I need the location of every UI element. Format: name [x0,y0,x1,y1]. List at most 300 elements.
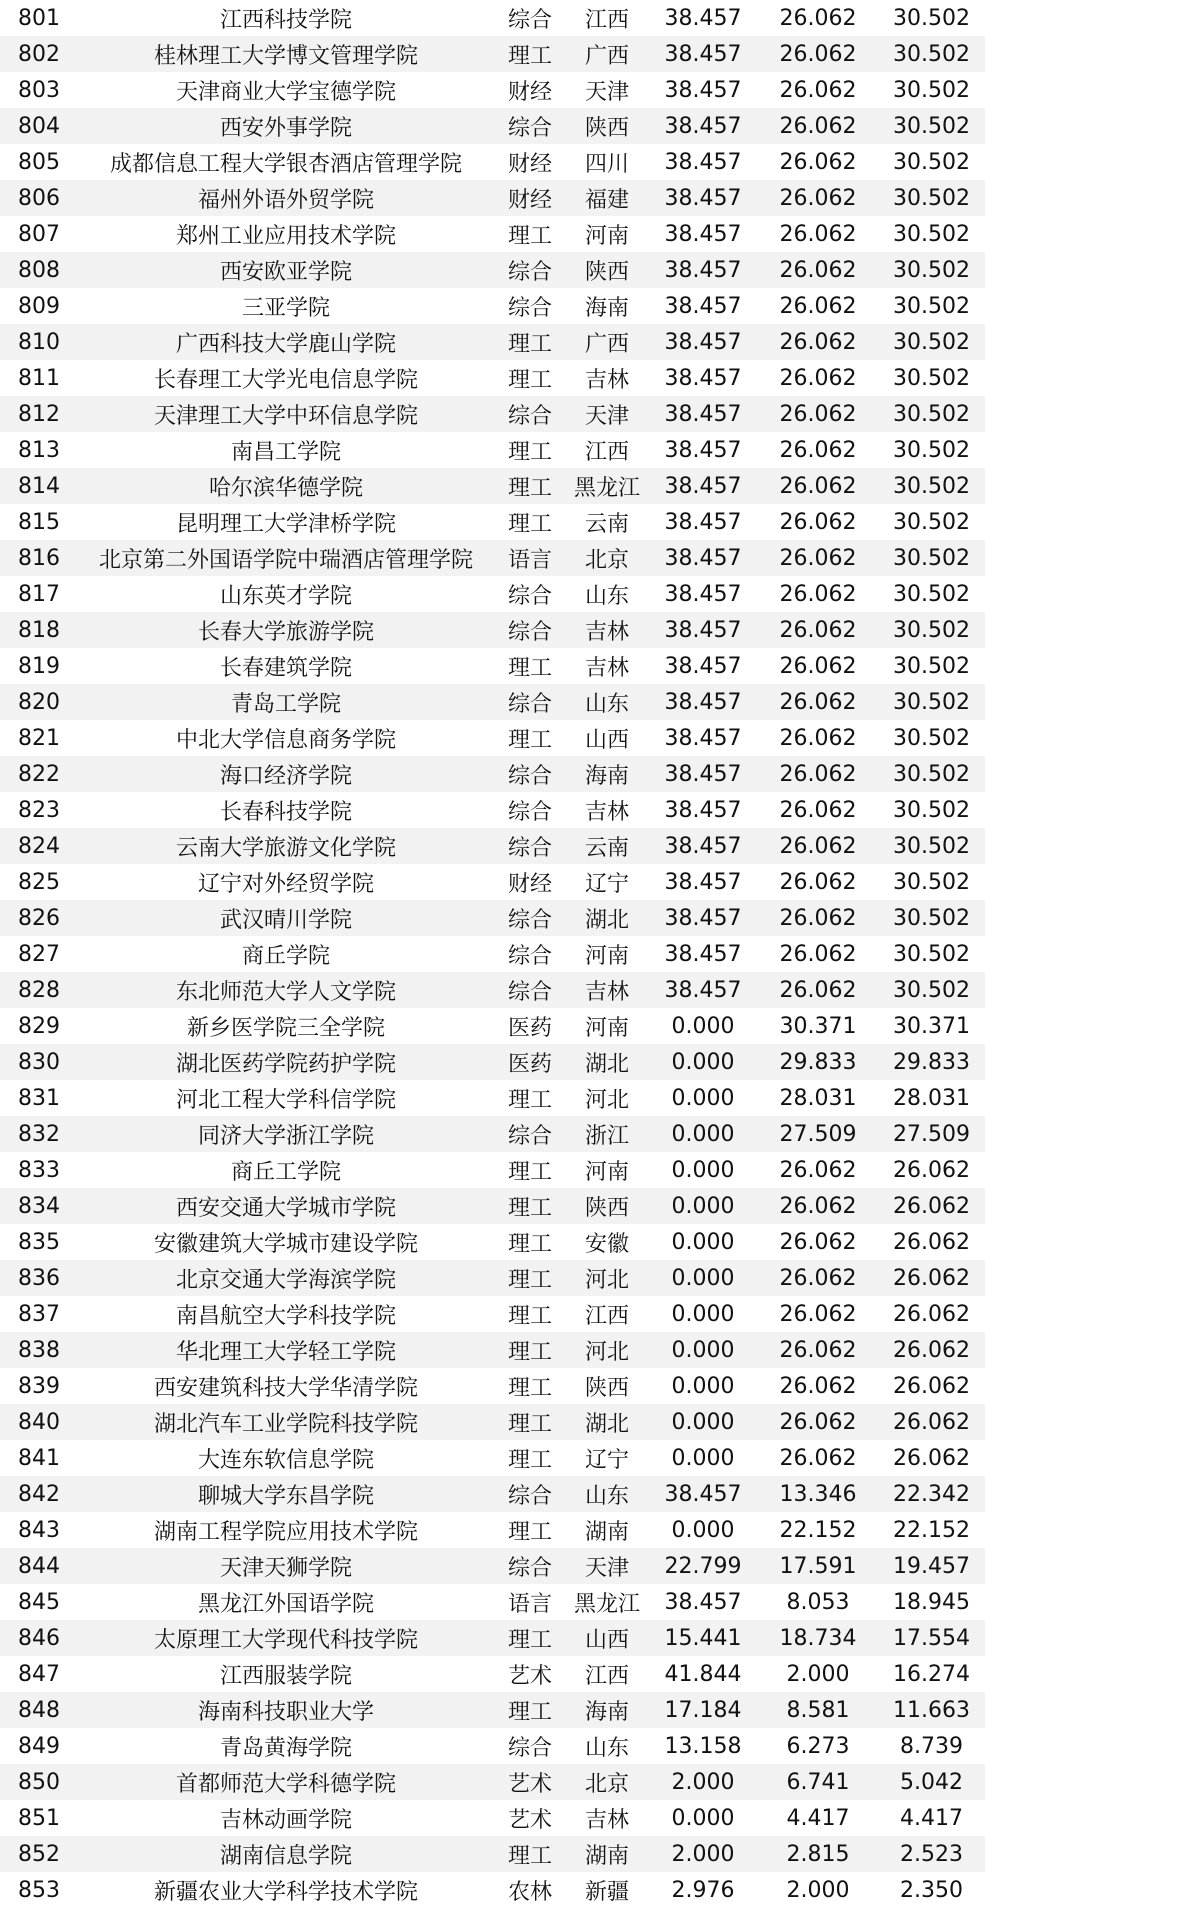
cell-rank: 830 [18,1049,60,1075]
cell-s2: 26.062 [779,617,857,643]
cell-type: 综合 [507,799,552,825]
cell-rank: 821 [18,725,60,751]
cell-s3: 30.502 [893,833,970,859]
cell-s3: 30.502 [893,437,970,463]
cell-name: 西安交通大学城市学院 [175,1195,396,1221]
cell-s1: 15.441 [664,1625,742,1651]
cell-prov: 河南 [584,943,629,969]
cell-prov: 吉林 [584,1807,629,1833]
cell-s3: 26.062 [893,1445,970,1471]
cell-name: 昆明理工大学津桥学院 [175,511,396,537]
cell-prov: 浙江 [584,1123,629,1149]
cell-s3: 30.502 [893,977,970,1003]
cell-rank: 819 [18,653,60,679]
cell-name: 山东英才学院 [219,583,352,609]
cell-type: 综合 [507,403,552,429]
cell-prov: 北京 [584,1771,629,1797]
cell-s1: 38.457 [664,617,742,643]
cell-s1: 38.457 [664,797,742,823]
table-row [0,1836,985,1872]
cell-s2: 26.062 [779,725,857,751]
cell-s1: 38.457 [664,725,742,751]
cell-rank: 809 [18,293,60,319]
cell-s2: 8.581 [786,1697,850,1723]
cell-s3: 30.502 [893,293,970,319]
cell-prov: 湖北 [584,907,629,933]
cell-prov: 天津 [584,403,629,429]
table-row [0,540,985,576]
cell-prov: 吉林 [584,799,629,825]
cell-prov: 辽宁 [584,1447,629,1473]
table-row [0,216,985,252]
cell-s1: 0.000 [671,1265,735,1291]
cell-s3: 30.502 [893,5,970,31]
table-row [0,1044,985,1080]
cell-s1: 0.000 [671,1013,735,1039]
cell-prov: 辽宁 [584,871,629,897]
table-row [0,324,985,360]
cell-prov: 山西 [584,1627,629,1653]
cell-rank: 820 [18,689,60,715]
cell-s1: 0.000 [671,1085,735,1111]
cell-type: 理工 [507,1375,552,1401]
cell-name: 湖南信息学院 [219,1843,352,1869]
cell-s2: 26.062 [779,941,857,967]
cell-name: 中北大学信息商务学院 [175,727,396,753]
cell-type: 理工 [507,1843,552,1869]
cell-rank: 838 [18,1337,60,1363]
cell-s2: 26.062 [779,1337,857,1363]
cell-s2: 6.741 [786,1769,850,1795]
table-row [0,1692,985,1728]
table-row [0,1872,985,1908]
table-row [0,36,985,72]
cell-s1: 38.457 [664,365,742,391]
cell-name: 湖北医药学院药护学院 [175,1051,396,1077]
cell-type: 理工 [507,331,552,357]
cell-s3: 28.031 [893,1085,970,1111]
table-row [0,1080,985,1116]
cell-s1: 0.000 [671,1337,735,1363]
cell-s3: 30.502 [893,149,970,175]
cell-prov: 海南 [584,1699,629,1725]
cell-type: 综合 [507,583,552,609]
cell-rank: 851 [18,1805,60,1831]
cell-s2: 26.062 [779,761,857,787]
table-row [0,756,985,792]
cell-rank: 846 [18,1625,60,1651]
cell-s1: 38.457 [664,437,742,463]
cell-s3: 30.502 [893,761,970,787]
table-row [0,1512,985,1548]
cell-prov: 山东 [584,1735,629,1761]
table-row [0,576,985,612]
cell-s1: 0.000 [671,1517,735,1543]
table-row [0,1296,985,1332]
cell-type: 综合 [507,979,552,1005]
cell-s2: 26.062 [779,5,857,31]
cell-s2: 18.734 [779,1625,857,1651]
cell-s1: 38.457 [664,761,742,787]
cell-s3: 22.152 [893,1517,970,1543]
cell-rank: 826 [18,905,60,931]
cell-name: 哈尔滨华德学院 [208,475,363,501]
table-row [0,1440,985,1476]
cell-s2: 26.062 [779,1445,857,1471]
cell-name: 长春大学旅游学院 [197,619,374,645]
cell-s1: 38.457 [664,5,742,31]
cell-s1: 13.158 [664,1733,742,1759]
cell-s2: 26.062 [779,797,857,823]
cell-s1: 38.457 [664,509,742,535]
cell-prov: 河北 [584,1087,629,1113]
cell-rank: 843 [18,1517,60,1543]
cell-rank: 818 [18,617,60,643]
cell-type: 理工 [507,1627,552,1653]
cell-prov: 陕西 [584,259,629,285]
cell-prov: 山东 [584,583,629,609]
table-row [0,1548,985,1584]
cell-rank: 822 [18,761,60,787]
table-row [0,1152,985,1188]
cell-rank: 807 [18,221,60,247]
cell-s3: 18.945 [893,1589,970,1615]
cell-s3: 2.350 [900,1877,963,1903]
cell-rank: 833 [18,1157,60,1183]
cell-s1: 38.457 [664,257,742,283]
cell-s2: 30.371 [779,1013,857,1039]
cell-type: 财经 [507,151,552,177]
cell-s3: 30.502 [893,113,970,139]
cell-type: 艺术 [507,1771,552,1797]
cell-type: 综合 [507,1483,552,1509]
cell-prov: 陕西 [584,115,629,141]
table-row [0,936,985,972]
cell-s1: 38.457 [664,833,742,859]
cell-name: 长春理工大学光电信息学院 [153,367,418,393]
cell-s1: 0.000 [671,1805,735,1831]
cell-type: 农林 [507,1879,552,1905]
cell-rank: 845 [18,1589,60,1615]
cell-prov: 湖南 [584,1843,629,1869]
cell-s2: 26.062 [779,41,857,67]
cell-rank: 801 [18,5,60,31]
table-row [0,1188,985,1224]
table-row [0,1008,985,1044]
cell-name: 西安建筑科技大学华清学院 [153,1375,418,1401]
cell-name: 聊城大学东昌学院 [197,1483,374,1509]
table-row [0,0,985,36]
cell-prov: 北京 [584,547,629,573]
cell-type: 财经 [507,79,552,105]
cell-s1: 38.457 [664,977,742,1003]
cell-prov: 黑龙江 [573,1591,640,1617]
cell-type: 综合 [507,115,552,141]
table-row [0,612,985,648]
table-row [0,684,985,720]
cell-s3: 30.502 [893,41,970,67]
cell-s3: 30.502 [893,905,970,931]
table-row [0,1584,985,1620]
cell-type: 综合 [507,691,552,717]
cell-s3: 30.502 [893,401,970,427]
cell-rank: 853 [18,1877,60,1903]
cell-name: 武汉晴川学院 [219,907,352,933]
table-row [0,972,985,1008]
cell-s3: 30.502 [893,725,970,751]
table-row [0,864,985,900]
cell-s1: 0.000 [671,1445,735,1471]
cell-prov: 陕西 [584,1195,629,1221]
cell-s2: 26.062 [779,401,857,427]
cell-s2: 26.062 [779,473,857,499]
table-row [0,1224,985,1260]
cell-type: 理工 [507,655,552,681]
cell-s3: 26.062 [893,1373,970,1399]
cell-rank: 834 [18,1193,60,1219]
cell-s2: 26.062 [779,869,857,895]
cell-s2: 8.053 [786,1589,850,1615]
cell-type: 理工 [507,1231,552,1257]
cell-s1: 38.457 [664,581,742,607]
cell-s3: 30.502 [893,473,970,499]
table-row [0,360,985,396]
table-row [0,720,985,756]
cell-rank: 850 [18,1769,60,1795]
table-row [0,1476,985,1512]
cell-prov: 云南 [584,835,629,861]
cell-s2: 26.062 [779,653,857,679]
cell-type: 理工 [507,1195,552,1221]
cell-s3: 4.417 [900,1805,963,1831]
cell-rank: 829 [18,1013,60,1039]
table-row [0,72,985,108]
cell-rank: 837 [18,1301,60,1327]
cell-type: 理工 [507,1267,552,1293]
cell-s1: 17.184 [664,1697,742,1723]
cell-name: 北京第二外国语学院中瑞酒店管理学院 [98,547,473,573]
cell-prov: 广西 [584,43,629,69]
cell-s2: 26.062 [779,1373,857,1399]
cell-s3: 11.663 [893,1697,970,1723]
cell-prov: 吉林 [584,367,629,393]
cell-rank: 804 [18,113,60,139]
cell-s2: 26.062 [779,977,857,1003]
cell-name: 东北师范大学人文学院 [175,979,396,1005]
cell-type: 理工 [507,1087,552,1113]
cell-s1: 38.457 [664,473,742,499]
cell-s1: 38.457 [664,293,742,319]
cell-s3: 30.502 [893,617,970,643]
cell-s3: 5.042 [900,1769,963,1795]
cell-name: 江西科技学院 [219,7,352,33]
cell-rank: 831 [18,1085,60,1111]
cell-s3: 2.523 [900,1841,963,1867]
cell-s1: 38.457 [664,905,742,931]
cell-prov: 吉林 [584,979,629,1005]
cell-s3: 30.502 [893,653,970,679]
cell-type: 理工 [507,1699,552,1725]
cell-s3: 30.502 [893,185,970,211]
cell-name: 三亚学院 [241,295,330,321]
cell-s1: 38.457 [664,653,742,679]
cell-rank: 823 [18,797,60,823]
cell-rank: 827 [18,941,60,967]
cell-name: 首都师范大学科德学院 [175,1771,396,1797]
cell-s2: 26.062 [779,113,857,139]
cell-s2: 26.062 [779,1229,857,1255]
cell-s1: 0.000 [671,1301,735,1327]
cell-s1: 38.457 [664,41,742,67]
table-row [0,1656,985,1692]
table-row [0,144,985,180]
cell-type: 理工 [507,1159,552,1185]
cell-name: 成都信息工程大学银杏酒店管理学院 [109,151,462,177]
table-row [0,1260,985,1296]
cell-s3: 26.062 [893,1157,970,1183]
cell-s1: 0.000 [671,1409,735,1435]
table-row [0,1116,985,1152]
cell-s2: 2.000 [786,1661,850,1687]
cell-type: 综合 [507,1123,552,1149]
cell-s1: 38.457 [664,221,742,247]
cell-prov: 安徽 [584,1231,629,1257]
cell-s3: 30.502 [893,869,970,895]
cell-rank: 806 [18,185,60,211]
cell-s2: 26.062 [779,221,857,247]
cell-rank: 824 [18,833,60,859]
cell-type: 语言 [507,1591,552,1617]
cell-s3: 26.062 [893,1193,970,1219]
cell-name: 长春建筑学院 [219,655,352,681]
cell-s3: 30.502 [893,365,970,391]
cell-s1: 41.844 [664,1661,742,1687]
cell-type: 综合 [507,835,552,861]
cell-rank: 841 [18,1445,60,1471]
cell-name: 西安欧亚学院 [219,259,352,285]
table-row [0,396,985,432]
cell-rank: 852 [18,1841,60,1867]
cell-prov: 广西 [584,331,629,357]
cell-prov: 福建 [584,187,629,213]
cell-rank: 803 [18,77,60,103]
cell-rank: 812 [18,401,60,427]
cell-s1: 38.457 [664,113,742,139]
cell-s2: 26.062 [779,185,857,211]
cell-s3: 16.274 [893,1661,970,1687]
cell-rank: 816 [18,545,60,571]
cell-name: 海口经济学院 [219,763,352,789]
cell-s3: 30.502 [893,941,970,967]
cell-type: 综合 [507,259,552,285]
cell-s2: 26.062 [779,1193,857,1219]
cell-s3: 8.739 [900,1733,963,1759]
table-row [0,180,985,216]
cell-s2: 6.273 [786,1733,850,1759]
cell-type: 综合 [507,943,552,969]
cell-type: 语言 [507,547,552,573]
cell-rank: 849 [18,1733,60,1759]
cell-name: 海南科技职业大学 [197,1699,374,1725]
cell-s1: 38.457 [664,869,742,895]
cell-s1: 0.000 [671,1373,735,1399]
cell-s2: 26.062 [779,257,857,283]
cell-s2: 4.417 [786,1805,850,1831]
cell-s1: 2.000 [671,1769,735,1795]
cell-name: 南昌航空大学科技学院 [175,1303,396,1329]
cell-s2: 22.152 [779,1517,857,1543]
cell-type: 综合 [507,619,552,645]
cell-s2: 26.062 [779,905,857,931]
cell-s1: 38.457 [664,1481,742,1507]
cell-s2: 26.062 [779,1157,857,1183]
cell-s3: 19.457 [893,1553,970,1579]
table-row [0,648,985,684]
cell-s3: 29.833 [893,1049,970,1075]
cell-s1: 2.000 [671,1841,735,1867]
table-row [0,900,985,936]
cell-prov: 河北 [584,1339,629,1365]
cell-name: 新乡医学院三全学院 [186,1015,385,1041]
cell-rank: 825 [18,869,60,895]
cell-rank: 842 [18,1481,60,1507]
cell-name: 辽宁对外经贸学院 [197,871,374,897]
cell-rank: 840 [18,1409,60,1435]
cell-prov: 海南 [584,295,629,321]
table-row [0,828,985,864]
table-row [0,1764,985,1800]
cell-s2: 26.062 [779,509,857,535]
cell-s2: 29.833 [779,1049,857,1075]
cell-prov: 黑龙江 [573,475,640,501]
cell-rank: 835 [18,1229,60,1255]
cell-prov: 山西 [584,727,629,753]
cell-s3: 26.062 [893,1409,970,1435]
cell-type: 理工 [507,367,552,393]
cell-s2: 26.062 [779,689,857,715]
cell-name: 广西科技大学鹿山学院 [175,331,396,357]
cell-s1: 38.457 [664,545,742,571]
cell-name: 华北理工大学轻工学院 [175,1339,396,1365]
cell-s1: 38.457 [664,1589,742,1615]
cell-type: 理工 [507,1339,552,1365]
table-row [0,468,985,504]
table-row [0,1368,985,1404]
cell-s2: 2.815 [786,1841,850,1867]
cell-s2: 26.062 [779,1409,857,1435]
cell-rank: 813 [18,437,60,463]
cell-prov: 河南 [584,1159,629,1185]
cell-prov: 吉林 [584,655,629,681]
cell-name: 青岛工学院 [230,691,341,717]
cell-s2: 27.509 [779,1121,857,1147]
cell-prov: 山东 [584,691,629,717]
cell-s2: 26.062 [779,581,857,607]
cell-s1: 22.799 [664,1553,742,1579]
cell-s3: 30.502 [893,797,970,823]
table-row [0,1800,985,1836]
cell-s3: 30.502 [893,581,970,607]
cell-prov: 湖北 [584,1051,629,1077]
cell-s3: 26.062 [893,1229,970,1255]
cell-s1: 0.000 [671,1157,735,1183]
cell-s2: 26.062 [779,437,857,463]
cell-s1: 0.000 [671,1193,735,1219]
cell-rank: 805 [18,149,60,175]
cell-s3: 17.554 [893,1625,970,1651]
table-row [0,1332,985,1368]
cell-s2: 26.062 [779,149,857,175]
